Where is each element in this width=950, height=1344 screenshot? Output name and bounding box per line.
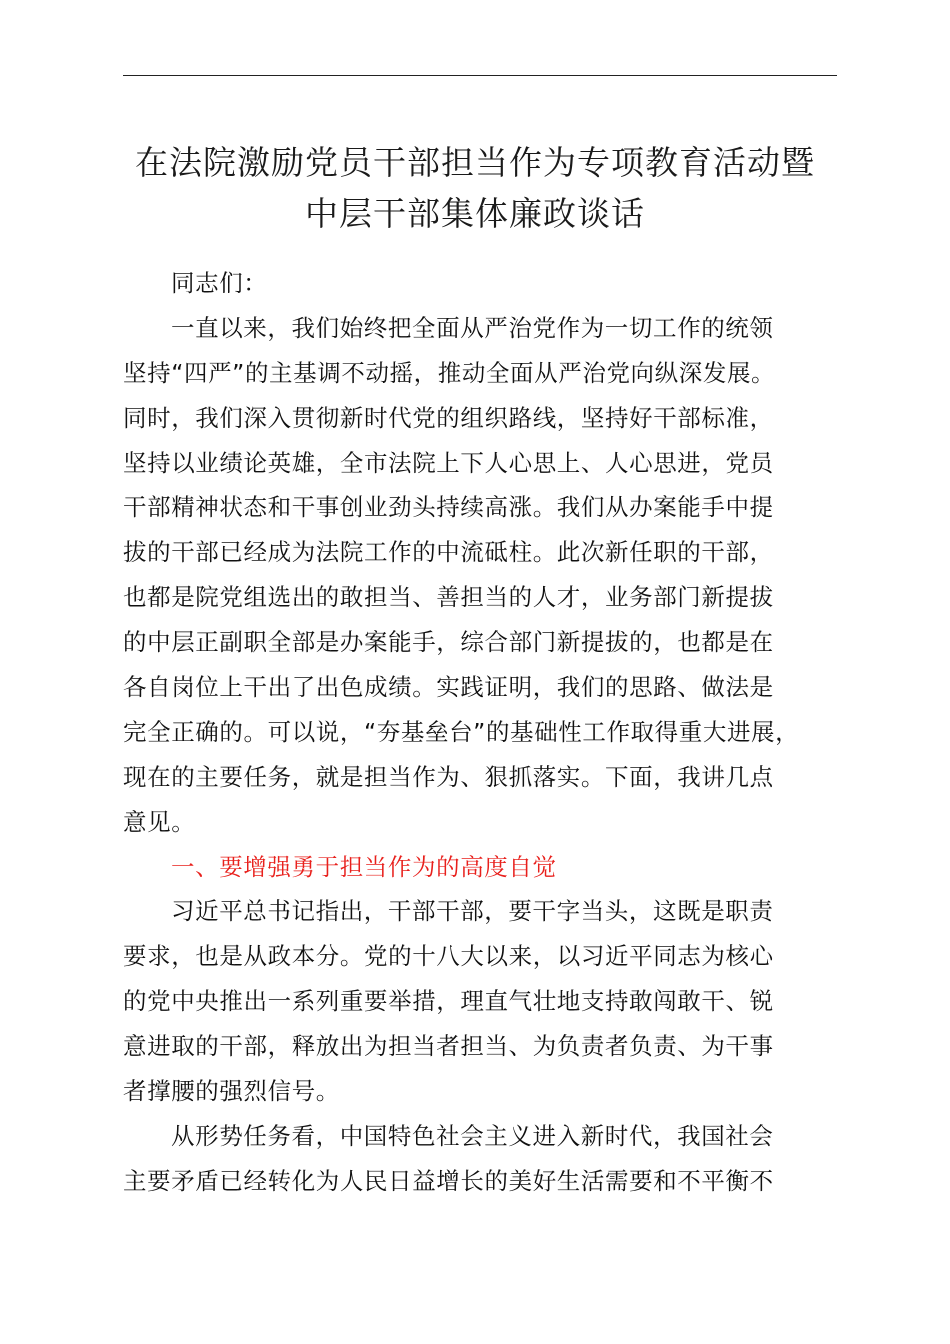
paragraph-line: 现在的主要任务，就是担当作为、狠抓落实。下面，我讲几点 — [123, 762, 774, 791]
paragraph-line: 也都是院党组选出的敢担当、善担当的人才，业务部门新提拔 — [123, 583, 774, 612]
paragraph-line: 干部精神状态和干事创业劲头持续高涨。我们从办案能手中提 — [123, 493, 774, 522]
paragraph-line: 从形势任务看，中国特色社会主义进入新时代，我国社会 — [171, 1121, 774, 1150]
paragraph-line: 的中层正副职全部是办案能手，综合部门新提拔的，也都是在 — [123, 628, 774, 657]
paragraph-line: 拔的干部已经成为法院工作的中流砥柱。此次新任职的干部， — [123, 538, 774, 567]
document-title-line-1: 在法院激励党员干部担当作为专项教育活动暨 — [135, 143, 815, 182]
paragraph-line: 坚持“四严”的主基调不动摇，推动全面从严治党向纵深发展。 — [123, 358, 776, 387]
paragraph-line: 主要矛盾已经转化为人民日益增长的美好生活需要和不平衡不 — [123, 1166, 774, 1195]
paragraph-line: 要求，也是从政本分。党的十八大以来，以习近平同志为核心 — [123, 942, 774, 971]
document-title-line-2: 中层干部集体廉政谈话 — [305, 194, 645, 233]
paragraph-line: 同时，我们深入贯彻新时代党的组织路线，坚持好干部标准， — [123, 403, 774, 432]
paragraph-line: 的党中央推出一系列重要举措，理直气壮地支持敢闯敢干、锐 — [123, 987, 774, 1016]
paragraph-line: 者撑腰的强烈信号。 — [123, 1077, 340, 1106]
paragraph-line: 习近平总书记指出，干部干部，要干字当头，这既是职责 — [171, 897, 774, 926]
greeting: 同志们： — [171, 269, 268, 297]
document-body — [123, 261, 853, 1204]
paragraph-line: 坚持以业绩论英雄，全市法院上下人心思上、人心思进，党员 — [123, 448, 774, 477]
paragraph-line: 意见。 — [123, 807, 196, 836]
paragraph-line: 完全正确的。可以说，“夯基垒台”的基础性工作取得重大进展， — [123, 717, 800, 746]
paragraph-line: 一直以来，我们始终把全面从严治党作为一切工作的统领 — [171, 313, 774, 342]
paragraph-line: 意进取的干部，释放出为担当者担当、为负责者负责、为干事 — [123, 1032, 774, 1061]
paragraph-line: 各自岗位上干出了出色成绩。实践证明，我们的思路、做法是 — [123, 673, 774, 702]
section-heading-1: 一、要增强勇于担当作为的高度自觉 — [171, 852, 557, 881]
header-rule — [123, 75, 837, 76]
